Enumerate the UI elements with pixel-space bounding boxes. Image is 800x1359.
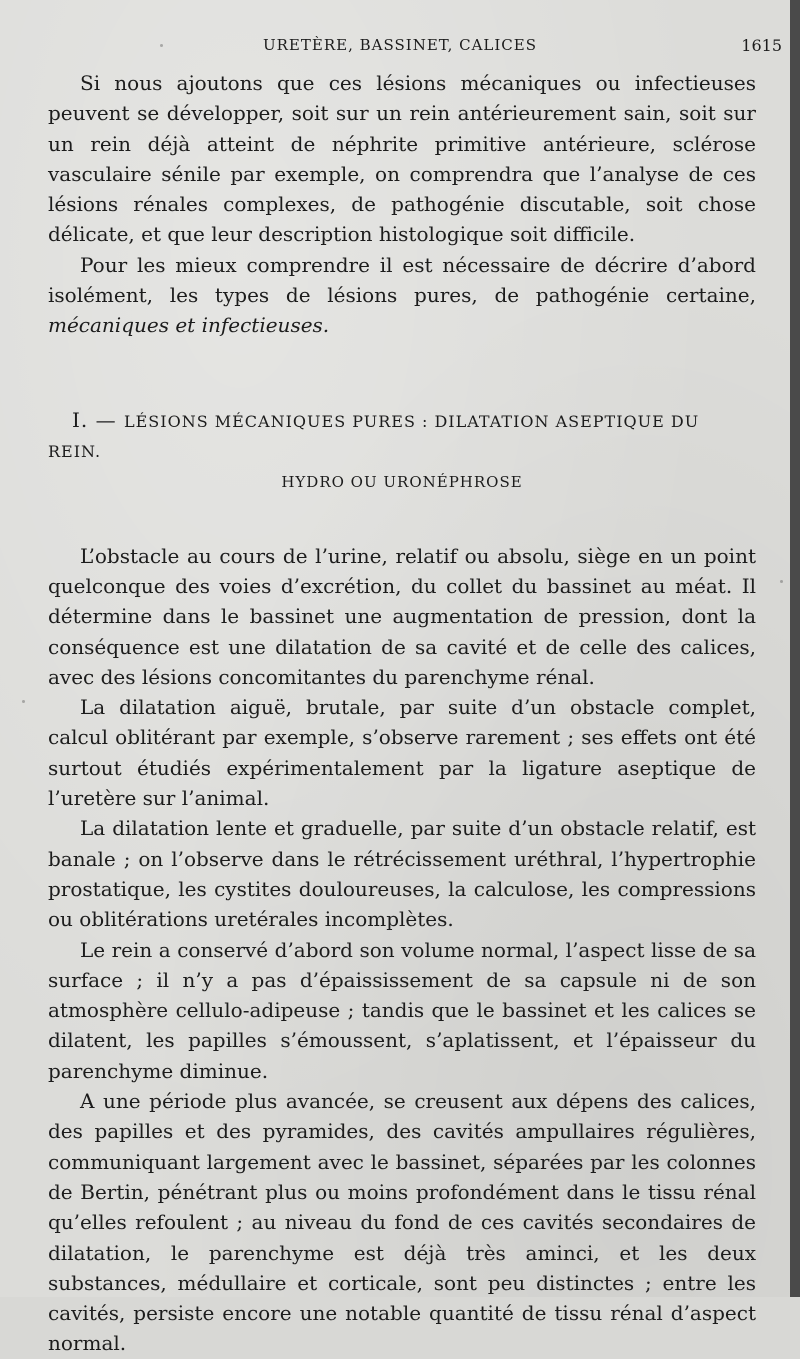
running-title: URETÈRE, BASSINET, CALICES [263, 36, 537, 54]
section-title: LÉSIONS MÉCANIQUES PURES : DILATATION ASEPTIQUE DU REIN. [48, 411, 700, 461]
paragraph-4: La dilatation aiguë, brutale, par suite d’un obstacle complet, calcul oblitérant par exemple, s’observe rarement ; ses effets ont été surtout étudiés expérimentalement par la ligature aseptique de l’uretère sur l’animal. [48, 695, 756, 811]
paragraph-2-text: Pour les mieux comprendre il est nécessaire de décrire d’abord isolément, les types de lésions pures, de pathogénie certaine, [48, 252, 756, 308]
page-number: 1615 [741, 36, 782, 55]
body-text [48, 68, 756, 1359]
paragraph-2-italic: mécaniques et infectieuses. [48, 313, 330, 338]
paper-speck [780, 580, 783, 583]
paragraph-5: La dilatation lente et graduelle, par suite d’un obstacle relatif, est banale ; on l’observe dans le rétrécissement uréthral, l’hypertrophie prostatique, les cystites douloureuses, la calculose, les compressions ou oblitérations uretérales incomplètes. [48, 816, 756, 932]
paragraph-6: Le rein a conservé d’abord son volume normal, l’aspect lisse de sa surface ; il n’y a pas d’épaississement de sa capsule ni de son atmosphère cellulo-adipeuse ; tandis que le bassinet et les calices se dilatent, les papilles s’émoussent, s’aplatissent, et l’épaisseur du parenchyme diminue. [48, 937, 756, 1083]
paper-speck [22, 700, 25, 703]
section-heading [48, 405, 756, 467]
paragraph-3: L’obstacle au cours de l’urine, relatif ou absolu, siège en un point quelconque des voies d’excrétion, du collet du bassinet au méat. Il détermine dans le bassinet une augmentation de pression, dont la conséquence est une dilatation de sa cavité et de celle des calices, avec des lésions concomitantes du parenchyme rénal. [48, 543, 756, 689]
running-head [0, 34, 800, 58]
section-subtitle: HYDRO OU URONÉPHROSE [281, 472, 523, 491]
paragraph-1: Si nous ajoutons que ces lésions mécaniques ou infectieuses peuvent se développer, soit sur un rein antérieurement sain, soit sur un rein déjà atteint de néphrite primitive antérieure, sclérose vasculaire sénile par exemple, on comprendra que l’analyse de ces lésions rénales complexes, de pathogénie discutable, soit chose délicate, et que leur description histologique soit difficile. [48, 71, 756, 247]
section-roman: I. — [72, 407, 124, 432]
paragraph-7: A une période plus avancée, se creusent aux dépens des calices, des papilles et des pyramides, des cavités ampullaires régulières, communiquant largement avec le bassinet, séparées par les colonnes de Bertin, pénétrant plus ou moins profondément dans le tissu rénal qu’elles refoulent ; au niveau du fond de ces cavités secondaires de dilatation, le parenchyme est déjà très aminci, et les deux substances, médullaire et corticale, sont peu distinctes ; entre les cavités, persiste encore une notable quantité de tissu rénal d’aspect normal. [48, 1089, 756, 1356]
page-edge-shadow [790, 0, 800, 1297]
paper-speck [160, 44, 163, 47]
paragraph-2 [48, 250, 756, 341]
